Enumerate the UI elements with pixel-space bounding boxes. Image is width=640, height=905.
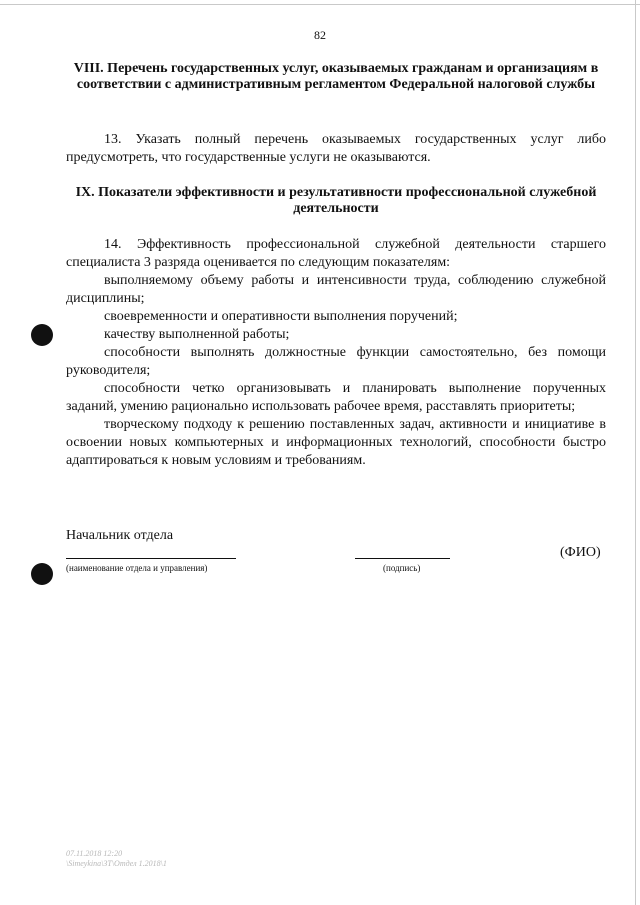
paragraph-13 [66, 131, 606, 167]
indicator-item: способности выполнять должностные функции самостоятельно, без помощи руководителя; [66, 345, 606, 378]
section-9-title: IX. Показатели эффективности и результативности профессиональной служебной деятельности [75, 185, 597, 216]
indicator-item: способности четко организовывать и планировать выполнение порученных заданий, умению рационально использовать рабочее время, расставлять приоритеты; [66, 381, 606, 414]
page-number: 82 [314, 28, 326, 42]
scan-edge-top [0, 4, 640, 5]
indicator-item: выполняемому объему работы и интенсивности труда, соблюдению служебной дисциплины; [66, 273, 606, 306]
paragraph-14-intro: 14. Эффективность профессиональной служебной деятельности старшего специалиста 3 разряда оценивается по следующим показателям: [66, 237, 606, 270]
paragraph-14 [66, 236, 606, 470]
scan-edge-right [635, 0, 636, 905]
indicator-item: творческому подходу к решению поставленных задач, активности и инициативе в освоении новых компьютерных и информационных технологий, способности быстро адаптироваться к новым условиям и требованиям. [66, 417, 606, 468]
signature-line [355, 558, 450, 559]
punch-hole-icon [31, 324, 53, 346]
indicator-item: своевременности и оперативности выполнения поручений; [104, 309, 458, 324]
footer-stamp-path: \Simeykinа\ЗТ\Отдел 1.2018\1 [66, 859, 167, 868]
indicator-item: качеству выполненной работы; [104, 327, 290, 342]
dept-caption: (наименование отдела и управления) [66, 563, 208, 573]
dept-signature-line [66, 558, 236, 559]
sign-caption: (подпись) [383, 563, 421, 573]
signer-title: Начальник отдела [66, 528, 174, 543]
section-8-title: VIII. Перечень государственных услуг, оказываемых гражданам и организациям в соответствии с административным регламентом Федеральной налоговой службы [73, 61, 599, 92]
punch-hole-icon [31, 563, 53, 585]
fio-label: (ФИО) [560, 545, 601, 560]
paragraph-13-text: 13. Указать полный перечень оказываемых государственных услуг либо предусмотреть, что государственные услуги не оказываются. [66, 132, 606, 165]
footer-stamp-date: 07.11.2018 12:20 [66, 849, 123, 858]
